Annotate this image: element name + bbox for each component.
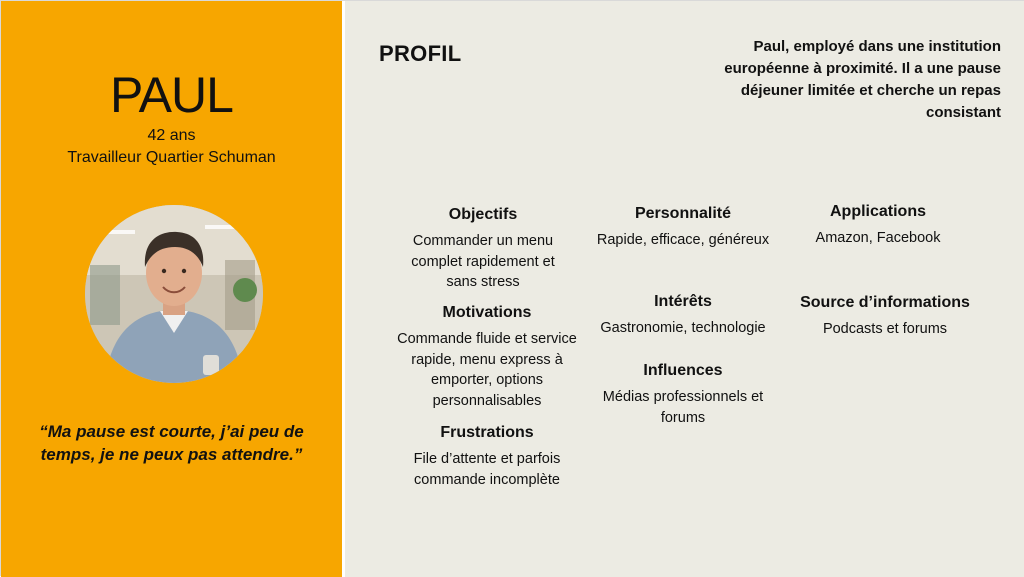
profile-summary: Paul, employé dans une institution européenne à proximité. Il a une pause déjeuner limitée et cherche un repas consistant — [724, 38, 1001, 121]
persona-name: PAUL — [110, 67, 233, 123]
section-heading: Frustrations — [440, 424, 534, 441]
section-interets — [583, 292, 783, 339]
section-motivations — [393, 303, 581, 411]
section-frustrations — [397, 423, 577, 490]
section-applications — [793, 202, 963, 249]
section-sources — [783, 293, 987, 340]
person-portrait-icon — [85, 205, 263, 383]
section-objectifs — [397, 205, 569, 293]
section-personnalite — [583, 204, 783, 251]
section-heading: Personnalité — [634, 205, 732, 222]
section-text: File d’attente et parfois commande incomplète — [413, 451, 561, 488]
persona-occupation: Travailleur Quartier Schuman — [67, 149, 276, 166]
section-text: Médias professionnels et forums — [602, 389, 764, 426]
section-heading: Applications — [829, 203, 926, 220]
section-text: Commander un menu complet rapidement et sans stress — [411, 233, 555, 290]
profile-title: PROFIL — [379, 41, 462, 66]
section-heading: Source d’informations — [800, 294, 970, 311]
persona-quote: “Ma pause est courte, j’ai peu de temps, je ne peux pas attendre.” — [39, 422, 304, 464]
section-heading: Influences — [643, 362, 723, 379]
section-text: Commande fluide et service rapide, menu express à emporter, options personnalisables — [397, 331, 577, 409]
section-text: Podcasts et forums — [822, 321, 948, 337]
persona-photo — [85, 205, 263, 383]
persona-age: 42 ans — [147, 127, 196, 144]
section-text: Gastronomie, technologie — [600, 320, 766, 336]
section-text: Rapide, efficace, généreux — [596, 232, 770, 248]
persona-sidebar — [1, 1, 342, 577]
section-heading: Intérêts — [654, 293, 712, 310]
section-text: Amazon, Facebook — [815, 230, 941, 246]
section-heading: Objectifs — [448, 206, 518, 223]
section-influences — [589, 361, 777, 428]
section-heading: Motivations — [442, 304, 532, 321]
